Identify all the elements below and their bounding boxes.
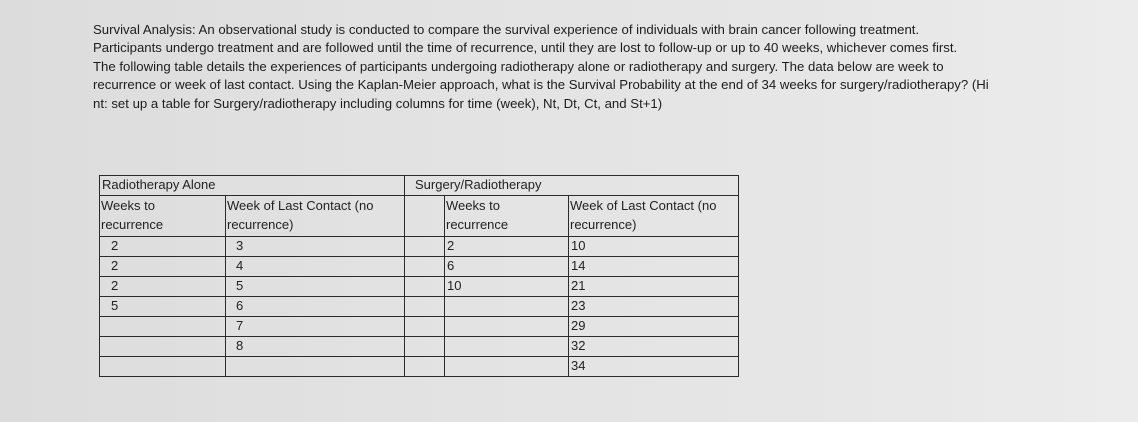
surgery-last-contact-cell: 21 [569,277,739,297]
spacer-cell [405,337,445,357]
table-header-row [100,196,739,237]
surgery-recurrence-cell: 2 [445,237,569,257]
surgery-last-contact-cell: 29 [569,317,739,337]
radiotherapy-last-contact-cell: 3 [226,237,405,257]
radiotherapy-last-contact-cell [226,357,405,377]
header-line: recurrence [101,217,164,232]
surgery-last-contact-cell: 32 [569,337,739,357]
header-line: recurrence [446,217,509,232]
radiotherapy-last-contact-cell: 4 [226,257,405,277]
table-row [100,317,739,337]
radiotherapy-last-contact-cell: 6 [226,297,405,317]
surgery-recurrence-cell [445,337,569,357]
survival-data-table [99,175,739,377]
question-line: nt: set up a table for Surgery/radiotherapy including columns for time (week), Nt, Dt, Ct, and St+1) [93,95,663,111]
table-row [100,257,739,277]
surgery-last-contact-cell: 14 [569,257,739,277]
radiotherapy-recurrence-cell: 2 [100,277,226,297]
surgery-last-contact-cell: 34 [569,357,739,377]
header-line: Week of Last Contact (no [570,198,717,213]
table-title-row [100,176,739,196]
radiotherapy-last-contact-cell: 7 [226,317,405,337]
table-row [100,337,739,357]
radiotherapy-recurrence-cell: 2 [100,257,226,277]
surgery-last-contact-cell: 23 [569,297,739,317]
question-line: Participants undergo treatment and are followed until the time of recurrence, until they are lost to follow-up or up to 40 weeks, whichever comes first. [93,40,958,56]
question-line: The following table details the experiences of participants undergoing radiotherapy alone or radiotherapy and surgery. The data below are week to [93,58,944,74]
spacer-cell [405,317,445,337]
spacer-cell [405,257,445,277]
header-line: recurrence) [570,217,637,232]
table-row [100,357,739,377]
radiotherapy-title: Radiotherapy Alone [100,176,405,196]
radiotherapy-recurrence-cell: 5 [100,297,226,317]
radiotherapy-last-contact-cell: 8 [226,337,405,357]
surgery-recurrence-cell [445,317,569,337]
header-line: Weeks to [101,198,155,213]
radiotherapy-recurrence-cell: 2 [100,237,226,257]
header-line: Weeks to [446,198,500,213]
surgery-recurrence-cell: 6 [445,257,569,277]
surgery-title: Surgery/Radiotherapy [405,176,739,196]
surgery-last-contact-header [569,196,739,237]
radiotherapy-recurrence-header [100,196,226,237]
table-row [100,277,739,297]
spacer-cell [405,237,445,257]
surgery-recurrence-cell [445,297,569,317]
spacer-cell [405,357,445,377]
radiotherapy-last-contact-header [226,196,405,237]
question-line: Survival Analysis: An observational study is conducted to compare the survival experience of individuals with brain cancer following treatment. [93,22,920,37]
spacer-cell [405,196,445,237]
radiotherapy-recurrence-cell [100,317,226,337]
radiotherapy-recurrence-cell [100,357,226,377]
table-row [100,237,739,257]
table-row [100,297,739,317]
radiotherapy-last-contact-cell: 5 [226,277,405,297]
spacer-cell [405,297,445,317]
header-line: Week of Last Contact (no [227,198,374,213]
question-text [93,21,1123,113]
surgery-recurrence-header [445,196,569,237]
header-line: recurrence) [227,217,294,232]
question-line: recurrence or week of last contact. Using the Kaplan-Meier approach, what is the Survival Probability at the end of 34 weeks for surgery/radiotherapy? (Hi [93,77,989,93]
radiotherapy-recurrence-cell [100,337,226,357]
surgery-recurrence-cell: 10 [445,277,569,297]
surgery-last-contact-cell: 10 [569,237,739,257]
spacer-cell [405,277,445,297]
surgery-recurrence-cell [445,357,569,377]
